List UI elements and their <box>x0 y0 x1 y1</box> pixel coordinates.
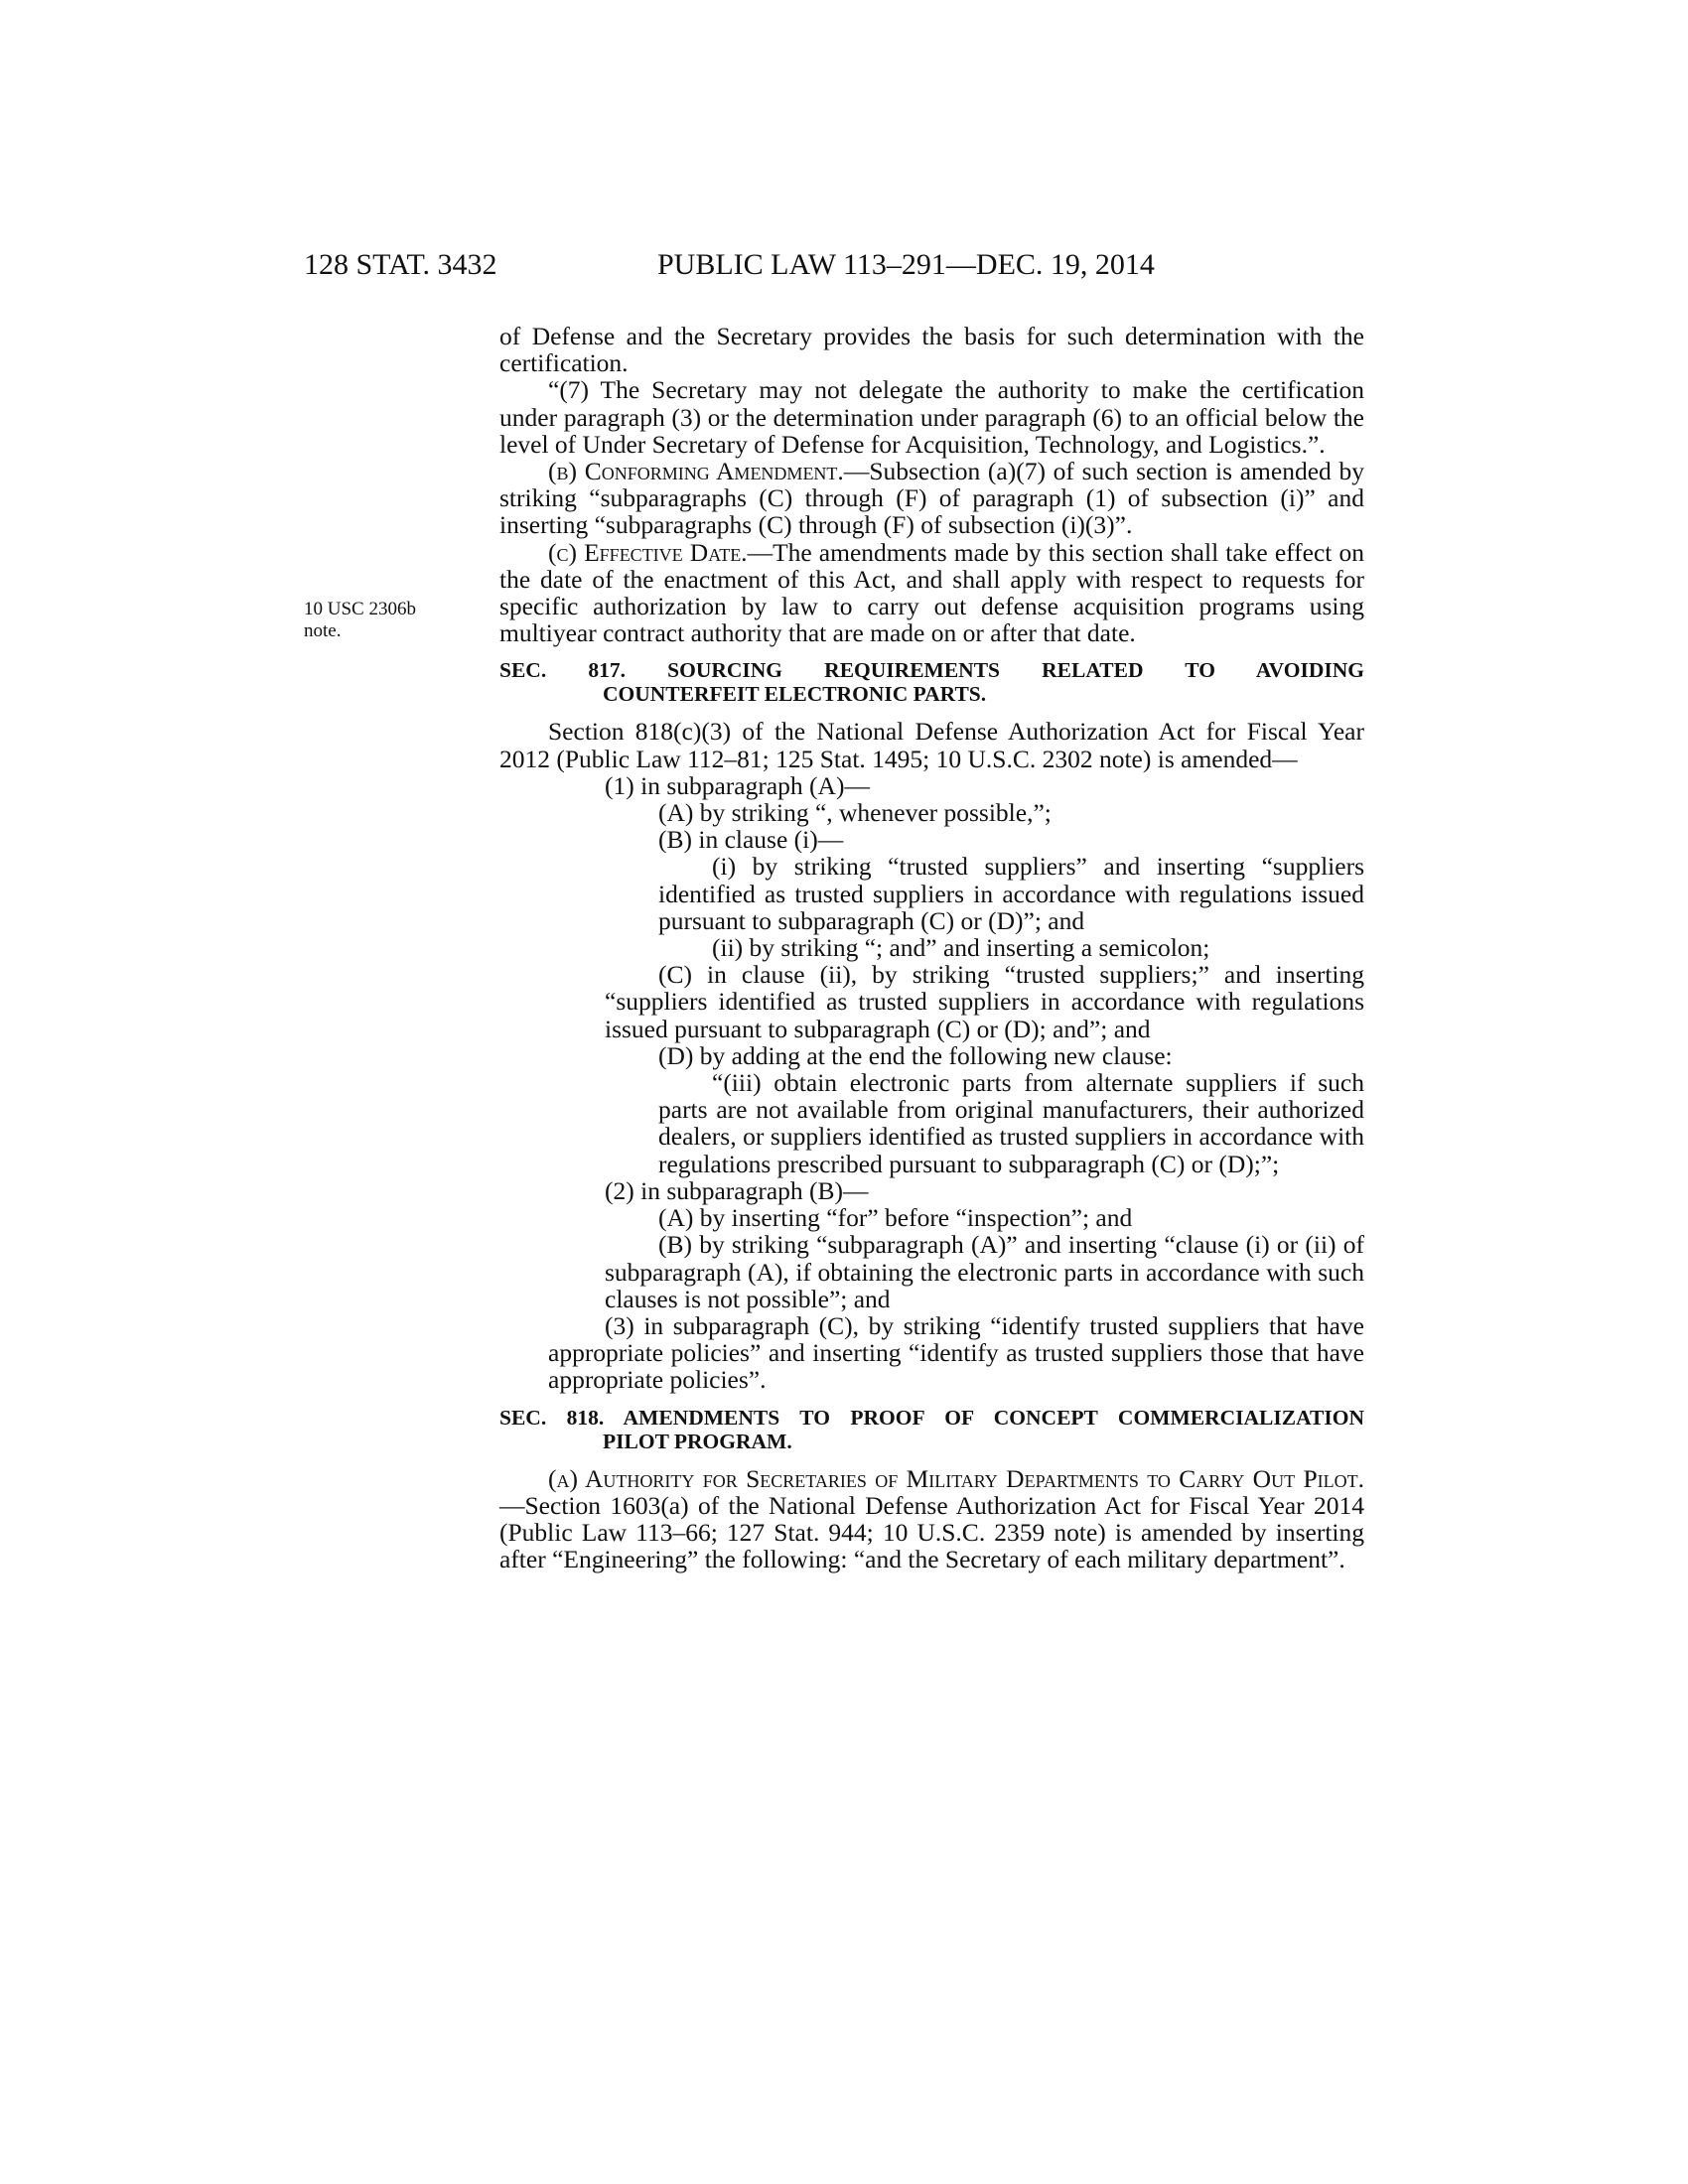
margin-note <box>304 599 463 642</box>
subsection-heading: (c) Effective Date. <box>548 537 748 567</box>
subsection-body: —The amendments made by this section shall take effect on the date of the enactment of this Act, and shall apply with respect to requests for specific authorization by law to carry out defense acquisition programs using multiyear contract authority that are made on or after that date. <box>499 537 1364 648</box>
stat-page-number: 128 STAT. 3432 <box>304 248 497 281</box>
paragraph: of Defense and the Secretary provides the basis for such determination with the certification. <box>499 322 1364 378</box>
section-heading-817 <box>499 658 1364 706</box>
page-header <box>304 248 1223 288</box>
list-item: (2) in subparagraph (B)— <box>605 1175 869 1205</box>
document-body <box>499 323 1364 1572</box>
section-heading-818 <box>499 1406 1364 1453</box>
paragraph <box>499 1465 1364 1573</box>
list-item: (i) by striking “trusted suppliers” and inserting “suppliers identified as trusted suppliers in accordance with regulations issued pursuant to subparagraph (C) or (D)”; and <box>658 852 1364 935</box>
list-item: (C) in clause (ii), by striking “trusted suppliers;” and inserting “suppliers identified as trusted suppliers in accordance with regulations issued pursuant to subparagraph (C) or (D); and”; and <box>605 960 1364 1043</box>
paragraph: Section 818(c)(3) of the National Defense Authorization Act for Fiscal Year 2012 (Public Law 112–81; 125 Stat. 1495; 10 U.S.C. 2302 note) is amended— <box>499 717 1364 773</box>
paragraph <box>499 458 1364 539</box>
subsection-heading: (b) Conforming Amendment. <box>548 457 844 486</box>
list-item: (B) by striking “subparagraph (A)” and inserting “clause (i) or (ii) of subparagraph (A), if obtaining the electronic parts in accordance with such clauses is not possible”; and <box>605 1230 1364 1313</box>
section-heading-line: COUNTERFEIT ELECTRONIC PARTS. <box>603 682 987 707</box>
list-item: (1) in subparagraph (A)— <box>605 770 870 800</box>
law-title: PUBLIC LAW 113–291—DEC. 19, 2014 <box>657 248 1155 281</box>
list-item: (ii) by striking “; and” and inserting a semicolon; <box>712 933 1210 963</box>
list-item: (3) in subparagraph (C), by striking “identify trusted suppliers that have appropriate policies” and inserting “identify as trusted suppliers those that have appropriate policies”. <box>548 1310 1364 1395</box>
margin-note-citation: 10 USC 2306b <box>304 599 416 619</box>
section-heading-line: SEC. 818. AMENDMENTS TO PROOF OF CONCEPT COMMERCIALIZATION <box>499 1405 1364 1430</box>
paragraph: “(7) The Secretary may not delegate the authority to make the certification under paragraph (3) or the determination under paragraph (6) to an official below the level of Under Secretary of Defense for Acquisition, Technology, and Logistics.”. <box>499 375 1364 459</box>
list-item: (A) by inserting “for” before “inspection”; and <box>658 1203 1133 1233</box>
subsection-body: —Section 1603(a) of the National Defense Authorization Act for Fiscal Year 2014 (Public Law 113–66; 127 Stat. 944; 10 U.S.C. 2359 note) is amended by inserting after “Engineering” the following: “and the Secretary of each military department”. <box>499 1490 1364 1574</box>
subsection-body: —Subsection (a)(7) of such section is amended by striking “subparagraphs (C) through (F) of paragraph (1) of subsection (i)” and inserting “subparagraphs (C) through (F) of subsection (i)(3)”. <box>499 457 1364 540</box>
section-heading-line: PILOT PROGRAM. <box>603 1429 792 1453</box>
margin-note-label: note. <box>304 620 342 641</box>
list-item: (D) by adding at the end the following new clause: <box>658 1040 1173 1070</box>
list-item: (B) in clause (i)— <box>658 825 844 855</box>
list-item: “(iii) obtain electronic parts from alternate suppliers if such parts are not available from original manufacturers, their authorized dealers, or suppliers identified as trusted suppliers in accordance with regulations prescribed pursuant to subparagraph (C) or (D);”; <box>658 1068 1364 1178</box>
paragraph <box>499 539 1364 647</box>
section-heading-line: SEC. 817. SOURCING REQUIREMENTS RELATED TO AVOIDING <box>499 658 1364 683</box>
list-item: (A) by striking “, whenever possible,”; <box>658 798 1052 828</box>
subsection-heading: (a) Authority for Secretaries of Military Departments to Carry Out Pilot. <box>548 1463 1364 1493</box>
